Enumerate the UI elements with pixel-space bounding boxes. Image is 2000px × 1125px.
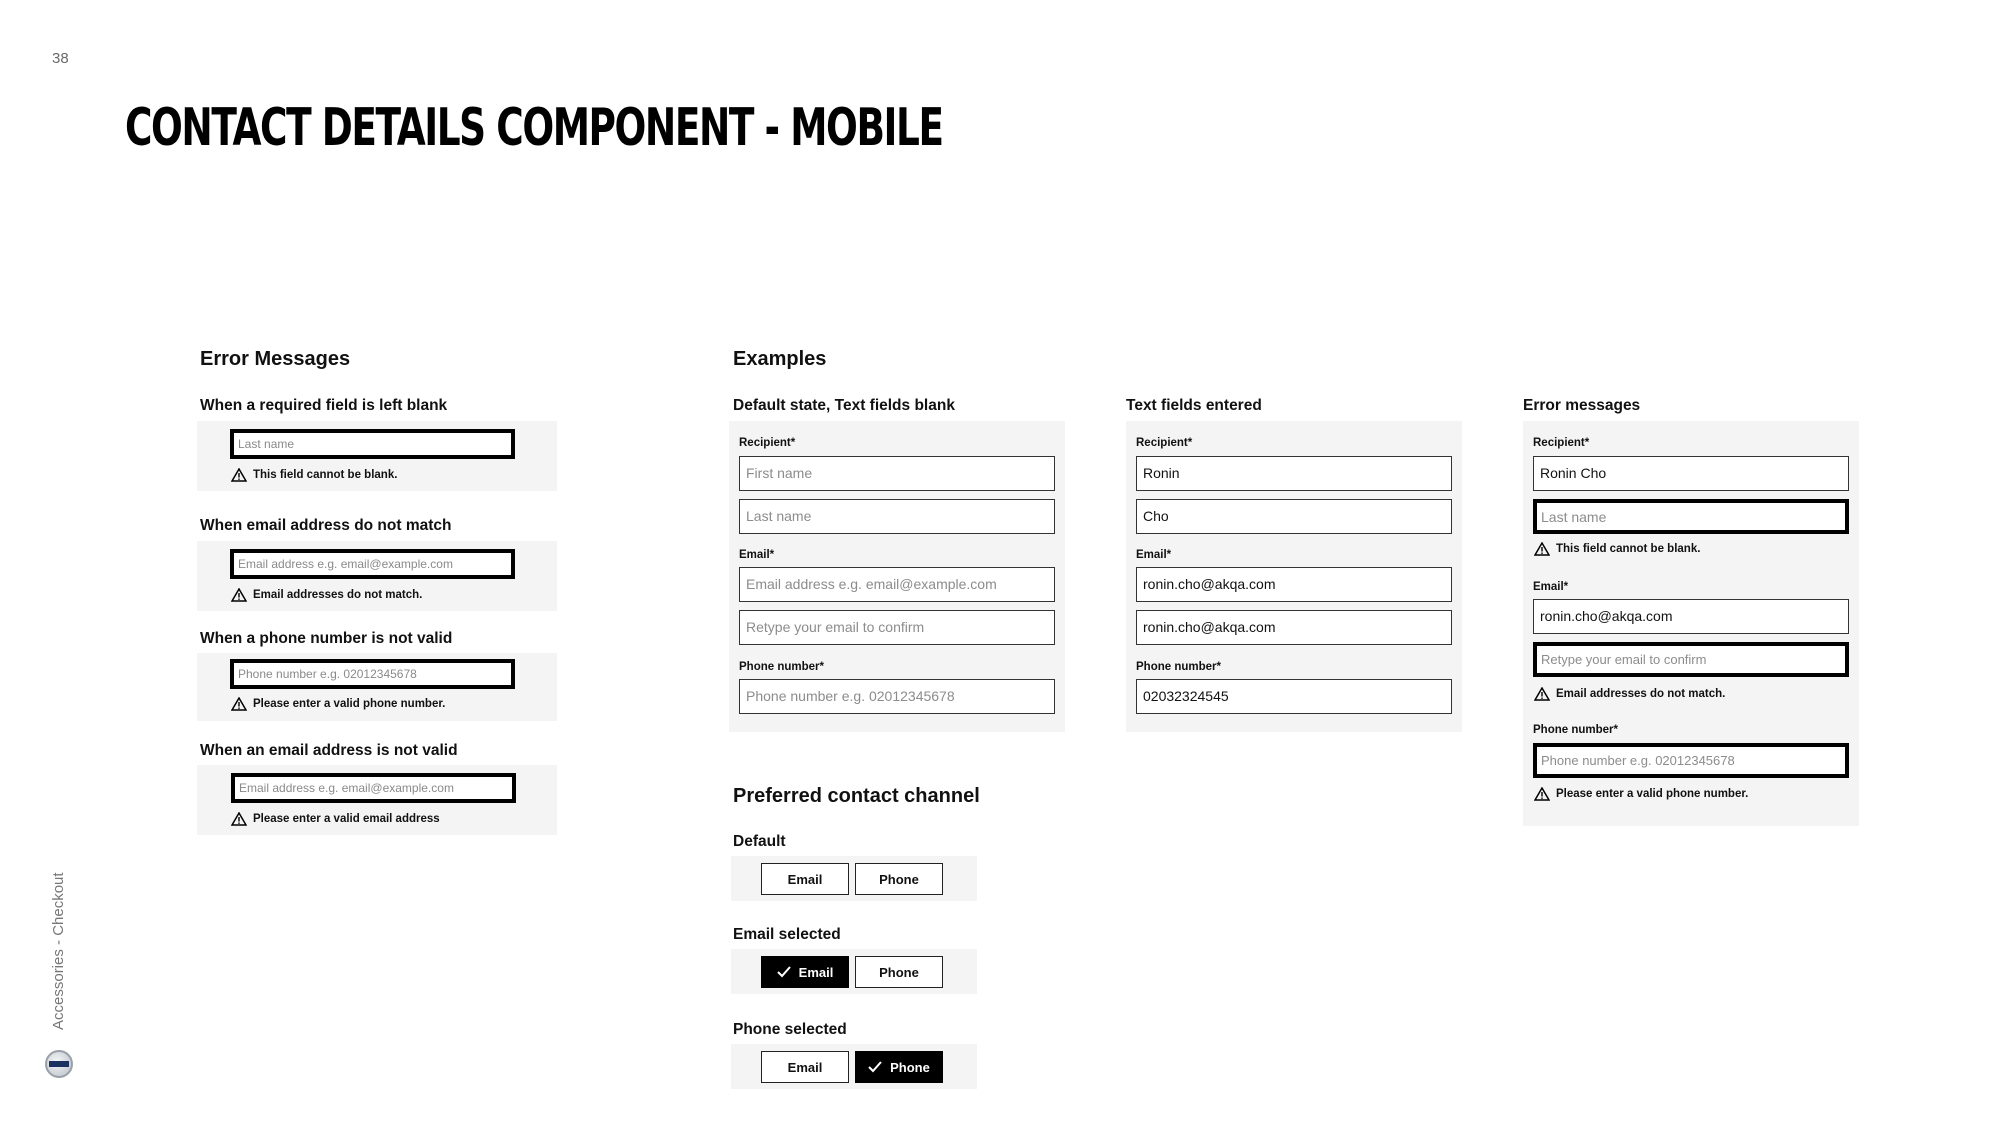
error-message-text: This field cannot be blank. [1556, 543, 1701, 555]
email-channel-button[interactable] [761, 1051, 849, 1083]
phone-channel-button[interactable] [855, 956, 943, 988]
error-message-text: Please enter a valid phone number. [1556, 788, 1749, 800]
email-input[interactable]: Email address e.g. email@example.com [230, 549, 515, 579]
error-case-title: When a phone number is not valid [200, 630, 453, 647]
email-confirm-input[interactable]: Retype your email to confirm [739, 610, 1055, 645]
preferred-channel-heading: Preferred contact channel [733, 785, 980, 807]
error-messages-heading: Error Messages [200, 348, 351, 370]
error-message [231, 812, 440, 826]
channel-panel [731, 1044, 977, 1089]
email-label: Email* [739, 549, 775, 561]
phone-channel-button[interactable] [855, 863, 943, 895]
error-case-title: When an email address is not valid [200, 742, 458, 759]
channel-panel [731, 856, 977, 901]
page-title: CONTACT DETAILS COMPONENT - MOBILE [125, 98, 943, 158]
side-label: Accessories - Checkout [50, 872, 67, 1030]
phone-channel-button[interactable] [855, 1051, 943, 1083]
page-number: 38 [52, 50, 69, 67]
email-input[interactable]: Email address e.g. email@example.com [739, 567, 1055, 602]
channel-state-title: Email selected [733, 926, 841, 943]
phone-channel-label: Phone [879, 964, 919, 980]
example-title-default: Default state, Text fields blank [733, 397, 955, 414]
channel-state-title: Default [733, 833, 786, 850]
error-case-panel [197, 653, 557, 721]
email-input[interactable]: Email address e.g. email@example.com [231, 773, 516, 803]
warning-triangle-icon [231, 812, 247, 826]
email-confirm-input[interactable]: ronin.cho@akqa.com [1136, 610, 1452, 645]
error-message [231, 468, 397, 482]
email-input[interactable]: ronin.cho@akqa.com [1533, 599, 1849, 634]
email-channel-label: Email [787, 871, 823, 887]
first-name-input[interactable]: First name [739, 456, 1055, 491]
last-name-input[interactable]: Last name [1533, 499, 1849, 534]
example-panel-errors [1523, 421, 1859, 826]
email-channel-button[interactable] [761, 863, 849, 895]
email-input[interactable]: ronin.cho@akqa.com [1136, 567, 1452, 602]
error-message-text: Email addresses do not match. [1556, 688, 1726, 700]
warning-triangle-icon [231, 697, 247, 711]
email-channel-button[interactable] [761, 956, 849, 988]
phone-label: Phone number* [1136, 661, 1221, 673]
phone-input[interactable]: Phone number e.g. 02012345678 [739, 679, 1055, 714]
example-panel-default [729, 421, 1065, 732]
first-name-input[interactable]: Ronin [1136, 456, 1452, 491]
error-message [1534, 787, 1748, 801]
last-name-input[interactable]: Last name [739, 499, 1055, 534]
error-message-text: Please enter a valid email address [253, 813, 440, 825]
phone-channel-label: Phone [879, 871, 919, 887]
examples-heading: Examples [733, 348, 827, 370]
name-input[interactable]: Ronin Cho [1533, 456, 1849, 491]
phone-label: Phone number* [739, 661, 824, 673]
phone-input[interactable]: Phone number e.g. 02012345678 [1533, 743, 1849, 778]
last-name-input[interactable]: Cho [1136, 499, 1452, 534]
example-title-entered: Text fields entered [1126, 397, 1262, 414]
warning-triangle-icon [1534, 687, 1550, 701]
channel-panel [731, 949, 977, 994]
error-case-panel [197, 421, 557, 491]
recipient-label: Recipient* [1533, 437, 1590, 449]
error-message-text: Email addresses do not match. [253, 589, 423, 601]
checkmark-icon [868, 1061, 882, 1073]
phone-input[interactable]: Phone number e.g. 02012345678 [230, 659, 515, 689]
last-name-input[interactable]: Last name [230, 429, 515, 459]
volvo-logo [45, 1050, 73, 1078]
recipient-label: Recipient* [1136, 437, 1193, 449]
error-message [231, 697, 445, 711]
error-case-title: When a required field is left blank [200, 397, 448, 414]
error-case-title: When email address do not match [200, 517, 452, 534]
phone-input[interactable]: 02032324545 [1136, 679, 1452, 714]
email-channel-label: Email [787, 1059, 823, 1075]
error-message [1534, 542, 1700, 556]
error-message [231, 588, 422, 602]
checkmark-icon [777, 966, 791, 978]
warning-triangle-icon [231, 588, 247, 602]
error-case-panel [197, 765, 557, 835]
recipient-label: Recipient* [739, 437, 796, 449]
channel-state-title: Phone selected [733, 1021, 847, 1038]
warning-triangle-icon [1534, 542, 1550, 556]
phone-label: Phone number* [1533, 724, 1618, 736]
email-label: Email* [1136, 549, 1172, 561]
error-message-text: Please enter a valid phone number. [253, 698, 446, 710]
warning-triangle-icon [1534, 787, 1550, 801]
error-case-panel [197, 541, 557, 611]
email-channel-label: Email [798, 964, 834, 980]
example-title-errors: Error messages [1523, 397, 1641, 414]
email-confirm-input[interactable]: Retype your email to confirm [1533, 642, 1849, 677]
warning-triangle-icon [231, 468, 247, 482]
error-message [1534, 687, 1725, 701]
error-message-text: This field cannot be blank. [253, 469, 398, 481]
phone-channel-label: Phone [890, 1059, 930, 1075]
email-label: Email* [1533, 581, 1569, 593]
example-panel-entered [1126, 421, 1462, 732]
